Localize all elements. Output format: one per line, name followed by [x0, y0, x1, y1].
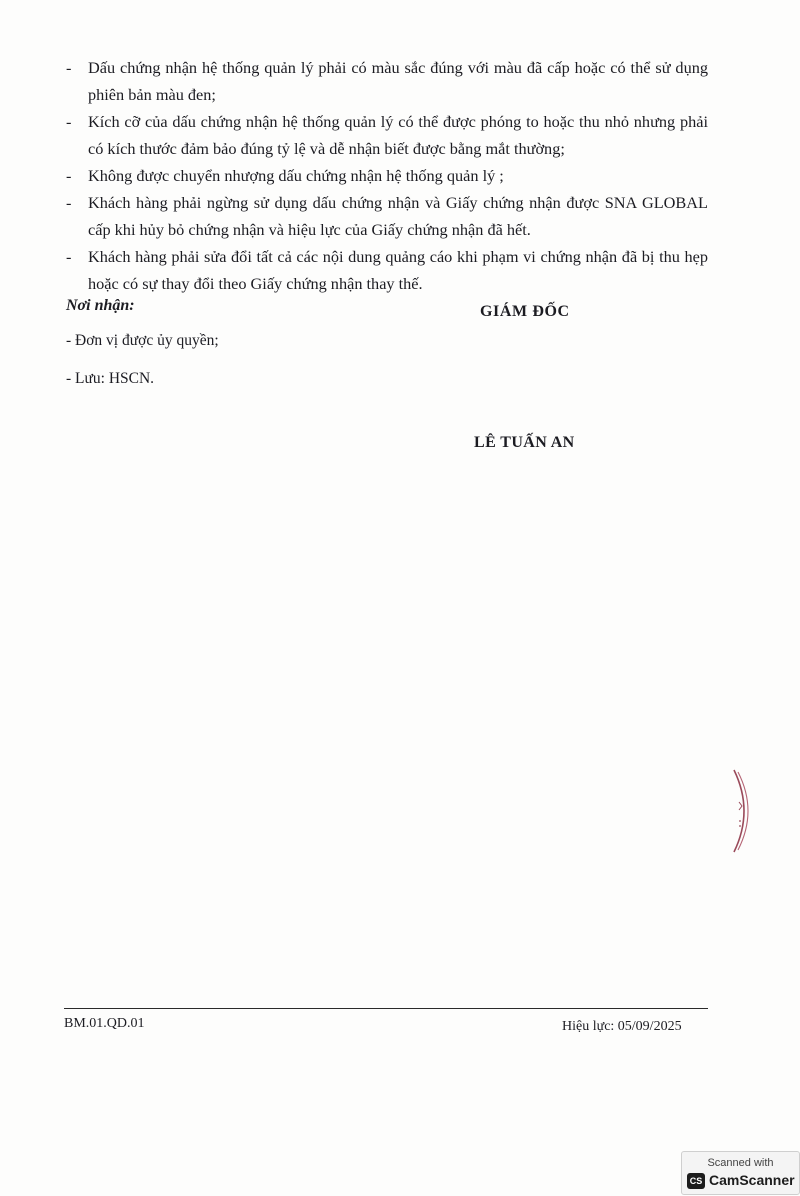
scanned-with-label: Scanned with — [707, 1157, 774, 1169]
recipient-item: - Lưu: HSCN. — [66, 370, 155, 387]
recipient-item: - Đơn vị được ủy quyền; — [66, 332, 219, 349]
effective-date: Hiệu lực: 05/09/2025 — [562, 1019, 682, 1034]
bullet-text: Khách hàng phải ngừng sử dụng dấu chứng nhận và Giấy chứng nhận được SNA GLOBAL cấp khi hủy bỏ chứng nhận và hiệu lực của Giấy chứng nhận đã hết. — [88, 193, 708, 239]
recipients-title: Nơi nhận: — [66, 297, 135, 314]
bullet-item — [66, 54, 708, 108]
signatory-name: LÊ TUẤN AN — [474, 434, 575, 451]
bullet-item — [66, 162, 708, 189]
bullet-dash: - — [66, 58, 72, 77]
bullet-text: Không được chuyển nhượng dấu chứng nhận hệ thống quản lý ; — [88, 166, 504, 185]
bullet-dash: - — [66, 166, 72, 185]
bullet-dash: - — [66, 193, 72, 212]
bullet-text: Dấu chứng nhận hệ thống quản lý phải có màu sắc đúng với màu đã cấp hoặc có thể sử dụng phiên bản màu đen; — [88, 58, 708, 104]
signatory-title: GIÁM ĐỐC — [480, 303, 570, 320]
bullet-text: Khách hàng phải sửa đổi tất cả các nội dung quảng cáo khi phạm vi chứng nhận đã bị thu hẹp hoặc có sự thay đổi theo Giấy chứng nhận thay thế. — [88, 247, 708, 293]
bullet-item — [66, 189, 708, 243]
camscanner-badge — [681, 1151, 800, 1195]
bullet-list — [66, 54, 708, 297]
bullet-item — [66, 108, 708, 162]
bullet-item — [66, 243, 708, 297]
stamp-edge-mark — [728, 766, 758, 856]
bullet-text: Kích cỡ của dấu chứng nhận hệ thống quản lý có thể được phóng to hoặc thu nhỏ nhưng phải có kích thước đảm bảo đúng tỷ lệ và dễ nhận biết được bằng mắt thường; — [88, 112, 708, 158]
camscanner-logo-icon: CS — [687, 1173, 705, 1189]
footer-divider — [64, 1008, 708, 1009]
bullet-dash: - — [66, 247, 72, 266]
bullet-dash: - — [66, 112, 72, 131]
form-code: BM.01.QD.01 — [64, 1016, 145, 1031]
camscanner-name: CamScanner — [709, 1172, 795, 1188]
